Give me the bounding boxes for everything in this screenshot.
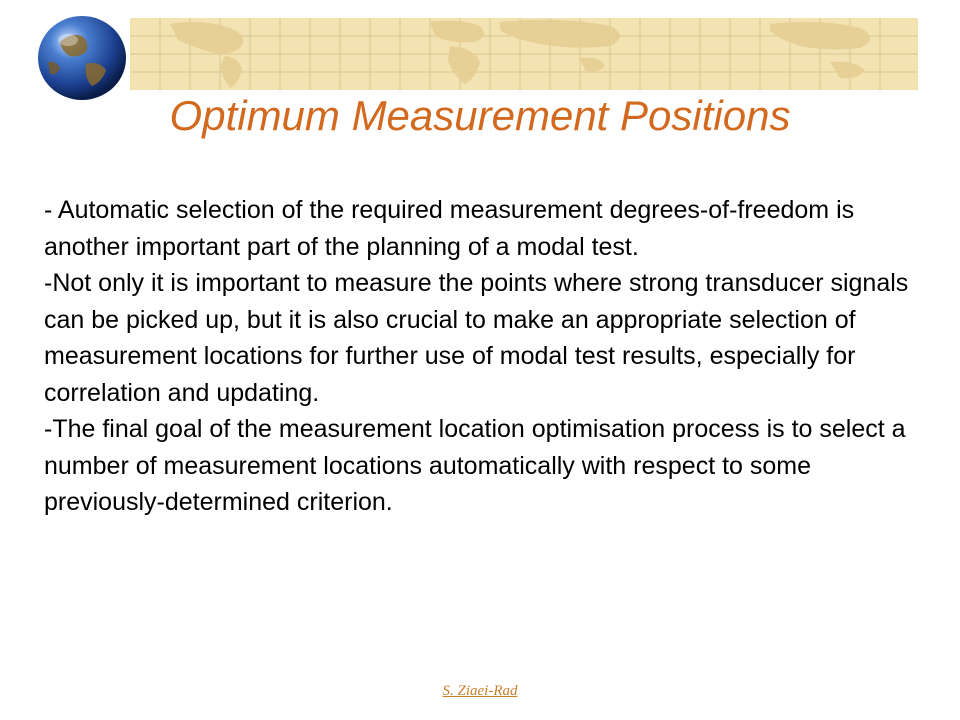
paragraph: - Automatic selection of the required measurement degrees-of-freedom is another important part of the planning of a modal test. (44, 196, 855, 261)
paragraph: -Not only it is important to measure the points where strong transducer signals can be picked up, but it is also crucial to make an appropriate selection of measurement locations for further use of modal test results, especially for correlation and updating. (44, 269, 909, 407)
paragraph: -The final goal of the measurement location optimisation process is to select a number of measurement locations automatically with respect to some previously-determined criterion. (44, 415, 906, 516)
footer-author-link[interactable]: S. Ziaei-Rad (442, 683, 518, 699)
world-map-banner (130, 18, 918, 90)
body-text (44, 192, 920, 521)
page-title: Optimum Measurement Positions (169, 92, 791, 139)
